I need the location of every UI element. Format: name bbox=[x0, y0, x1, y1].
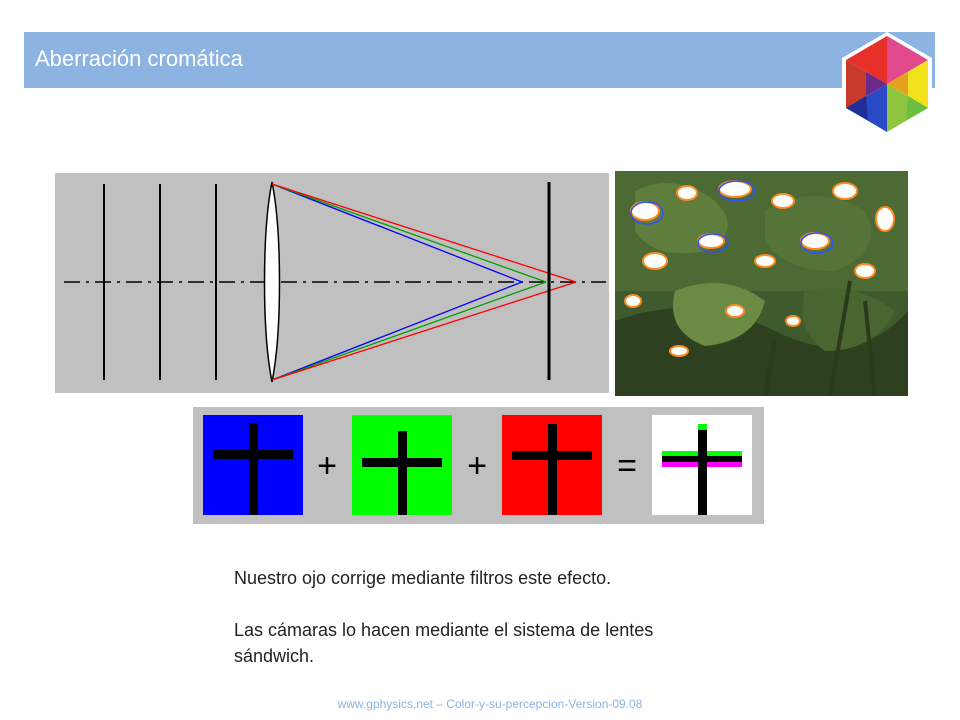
plus-sign-2: + bbox=[467, 447, 487, 485]
foliage-photo bbox=[615, 171, 908, 396]
caption-line-2: Las cámaras lo hacen mediante el sistema de lentes sándwich. bbox=[234, 620, 654, 666]
footer-source: www.gphysics.net – Color-y-su-percepcion-Version-09.08 bbox=[337, 697, 643, 711]
color-cross-equation bbox=[193, 407, 764, 524]
title-bar bbox=[24, 32, 935, 88]
caption-line-1: Nuestro ojo corrige mediante filtros este efecto. bbox=[234, 568, 612, 588]
lens-ray-diagram bbox=[54, 172, 610, 394]
color-hexagon-logo bbox=[838, 30, 936, 138]
equals-sign: = bbox=[617, 447, 637, 485]
caption bbox=[234, 565, 714, 669]
plus-sign-1: + bbox=[317, 447, 337, 485]
slide-title: Aberración cromática bbox=[35, 46, 243, 71]
